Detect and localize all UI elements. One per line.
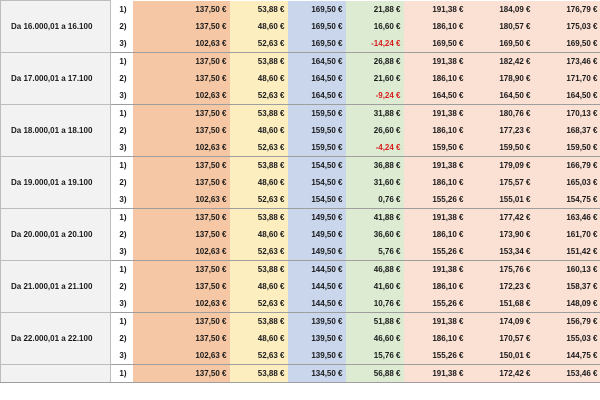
value-cell-c3: 164,50 € xyxy=(288,52,346,70)
value-cell-c7: 169,50 € xyxy=(534,35,600,53)
value-cell-c7: 165,03 € xyxy=(534,174,600,191)
value-cell-c4: -4,24 € xyxy=(346,139,404,157)
value-cell-c6: 169,50 € xyxy=(467,35,534,53)
value-cell-c4: 21,88 € xyxy=(346,1,404,18)
value-cell-c2: 53,88 € xyxy=(230,156,288,174)
value-cell-c4: 16,60 € xyxy=(346,18,404,35)
value-cell-c2: 48,60 € xyxy=(230,18,288,35)
row-index: 3) xyxy=(111,243,133,261)
value-cell-c4: 31,88 € xyxy=(346,104,404,122)
value-cell-c4: 31,60 € xyxy=(346,174,404,191)
value-cell-c6: 175,76 € xyxy=(467,260,534,278)
row-index: 2) xyxy=(111,278,133,295)
value-cell-c4: -14,24 € xyxy=(346,35,404,53)
value-cell-c4: 51,88 € xyxy=(346,312,404,330)
value-cell-c3: 159,50 € xyxy=(288,122,346,139)
value-cell-c3: 154,50 € xyxy=(288,156,346,174)
value-cell-c5: 155,26 € xyxy=(404,243,467,261)
value-cell-c4: 21,60 € xyxy=(346,70,404,87)
value-cell-c4: 15,76 € xyxy=(346,347,404,365)
value-cell-c5: 169,50 € xyxy=(404,35,467,53)
table-row xyxy=(1,208,600,226)
table-row xyxy=(1,1,600,18)
range-label xyxy=(1,364,111,382)
value-cell-c3: 139,50 € xyxy=(288,312,346,330)
value-cell-c4: -9,24 € xyxy=(346,87,404,105)
row-index: 1) xyxy=(111,208,133,226)
value-cell-c1: 102,63 € xyxy=(133,191,230,209)
value-cell-c6: 172,23 € xyxy=(467,278,534,295)
value-cell-c7: 144,75 € xyxy=(534,347,600,365)
value-cell-c3: 154,50 € xyxy=(288,191,346,209)
value-cell-c3: 154,50 € xyxy=(288,174,346,191)
value-cell-c2: 53,88 € xyxy=(230,208,288,226)
value-cell-c4: 36,60 € xyxy=(346,226,404,243)
value-cell-c5: 191,38 € xyxy=(404,156,467,174)
value-cell-c7: 164,50 € xyxy=(534,87,600,105)
value-cell-c7: 166,79 € xyxy=(534,156,600,174)
value-cell-c5: 164,50 € xyxy=(404,87,467,105)
value-cell-c5: 186,10 € xyxy=(404,330,467,347)
value-cell-c3: 144,50 € xyxy=(288,295,346,313)
value-cell-c7: 148,09 € xyxy=(534,295,600,313)
value-cell-c5: 159,50 € xyxy=(404,139,467,157)
range-label: Da 22.000,01 a 22.100 xyxy=(1,312,111,364)
value-cell-c3: 159,50 € xyxy=(288,139,346,157)
value-cell-c1: 137,50 € xyxy=(133,330,230,347)
value-cell-c3: 139,50 € xyxy=(288,330,346,347)
value-cell-c7: 158,37 € xyxy=(534,278,600,295)
value-cell-c7: 176,79 € xyxy=(534,1,600,18)
value-cell-c5: 186,10 € xyxy=(404,18,467,35)
row-index: 2) xyxy=(111,18,133,35)
value-cell-c3: 144,50 € xyxy=(288,278,346,295)
value-cell-c5: 186,10 € xyxy=(404,278,467,295)
value-cell-c5: 191,38 € xyxy=(404,104,467,122)
range-label: Da 16.000,01 a 16.100 xyxy=(1,1,111,53)
value-cell-c3: 139,50 € xyxy=(288,347,346,365)
value-cell-c2: 52,63 € xyxy=(230,191,288,209)
row-index: 3) xyxy=(111,295,133,313)
row-index: 2) xyxy=(111,330,133,347)
value-cell-c2: 48,60 € xyxy=(230,330,288,347)
value-cell-c2: 53,88 € xyxy=(230,104,288,122)
value-cell-c3: 149,50 € xyxy=(288,243,346,261)
value-cell-c2: 48,60 € xyxy=(230,122,288,139)
value-cell-c4: 36,88 € xyxy=(346,156,404,174)
row-index: 3) xyxy=(111,191,133,209)
value-cell-c5: 186,10 € xyxy=(404,226,467,243)
table-row xyxy=(1,260,600,278)
table-row xyxy=(1,52,600,70)
row-index: 1) xyxy=(111,156,133,174)
value-cell-c5: 191,38 € xyxy=(404,364,467,382)
value-cell-c7: 161,70 € xyxy=(534,226,600,243)
value-cell-c2: 52,63 € xyxy=(230,295,288,313)
table-row xyxy=(1,364,600,382)
value-cell-c6: 184,09 € xyxy=(467,1,534,18)
row-index: 2) xyxy=(111,70,133,87)
value-cell-c1: 137,50 € xyxy=(133,278,230,295)
value-cell-c4: 46,60 € xyxy=(346,330,404,347)
value-cell-c7: 154,75 € xyxy=(534,191,600,209)
value-cell-c1: 137,50 € xyxy=(133,226,230,243)
value-cell-c1: 102,63 € xyxy=(133,347,230,365)
value-cell-c3: 159,50 € xyxy=(288,104,346,122)
value-cell-c6: 175,57 € xyxy=(467,174,534,191)
value-cell-c1: 137,50 € xyxy=(133,156,230,174)
value-cell-c5: 155,26 € xyxy=(404,347,467,365)
value-cell-c7: 160,13 € xyxy=(534,260,600,278)
value-cell-c2: 48,60 € xyxy=(230,278,288,295)
value-cell-c4: 56,88 € xyxy=(346,364,404,382)
row-index: 1) xyxy=(111,260,133,278)
row-index: 1) xyxy=(111,52,133,70)
value-cell-c6: 164,50 € xyxy=(467,87,534,105)
value-cell-c5: 191,38 € xyxy=(404,260,467,278)
value-cell-c5: 155,26 € xyxy=(404,295,467,313)
value-cell-c2: 52,63 € xyxy=(230,139,288,157)
value-cell-c3: 164,50 € xyxy=(288,87,346,105)
value-cell-c7: 168,37 € xyxy=(534,122,600,139)
value-cell-c3: 169,50 € xyxy=(288,18,346,35)
value-cell-c1: 137,50 € xyxy=(133,104,230,122)
value-cell-c6: 177,23 € xyxy=(467,122,534,139)
value-cell-c1: 137,50 € xyxy=(133,174,230,191)
value-cell-c1: 102,63 € xyxy=(133,243,230,261)
row-index: 3) xyxy=(111,35,133,53)
row-index: 2) xyxy=(111,174,133,191)
value-cell-c2: 53,88 € xyxy=(230,364,288,382)
value-cell-c6: 170,57 € xyxy=(467,330,534,347)
value-cell-c2: 53,88 € xyxy=(230,260,288,278)
value-cell-c6: 178,90 € xyxy=(467,70,534,87)
row-index: 2) xyxy=(111,226,133,243)
value-cell-c3: 169,50 € xyxy=(288,1,346,18)
value-cell-c5: 191,38 € xyxy=(404,1,467,18)
value-cell-c1: 137,50 € xyxy=(133,52,230,70)
value-cell-c4: 0,76 € xyxy=(346,191,404,209)
value-cell-c3: 134,50 € xyxy=(288,364,346,382)
value-cell-c3: 169,50 € xyxy=(288,35,346,53)
value-cell-c3: 144,50 € xyxy=(288,260,346,278)
value-cell-c6: 174,09 € xyxy=(467,312,534,330)
value-cell-c5: 191,38 € xyxy=(404,208,467,226)
row-index: 1) xyxy=(111,104,133,122)
value-cell-c2: 53,88 € xyxy=(230,312,288,330)
table-row xyxy=(1,104,600,122)
value-cell-c5: 186,10 € xyxy=(404,70,467,87)
value-cell-c1: 137,50 € xyxy=(133,208,230,226)
value-cell-c6: 173,90 € xyxy=(467,226,534,243)
value-cell-c1: 102,63 € xyxy=(133,139,230,157)
value-cell-c2: 52,63 € xyxy=(230,347,288,365)
value-cell-c7: 159,50 € xyxy=(534,139,600,157)
value-cell-c7: 153,46 € xyxy=(534,364,600,382)
row-index: 3) xyxy=(111,87,133,105)
table-body xyxy=(1,1,600,383)
value-cell-c7: 163,46 € xyxy=(534,208,600,226)
value-cell-c7: 151,42 € xyxy=(534,243,600,261)
value-cell-c6: 150,01 € xyxy=(467,347,534,365)
value-cell-c6: 179,09 € xyxy=(467,156,534,174)
value-cell-c1: 137,50 € xyxy=(133,312,230,330)
row-index: 1) xyxy=(111,1,133,18)
row-index: 3) xyxy=(111,347,133,365)
table-row xyxy=(1,156,600,174)
value-cell-c7: 170,13 € xyxy=(534,104,600,122)
value-cell-c1: 137,50 € xyxy=(133,1,230,18)
value-cell-c2: 48,60 € xyxy=(230,226,288,243)
value-cell-c4: 5,76 € xyxy=(346,243,404,261)
row-index: 1) xyxy=(111,364,133,382)
value-cell-c1: 102,63 € xyxy=(133,295,230,313)
row-index: 1) xyxy=(111,312,133,330)
row-index: 2) xyxy=(111,122,133,139)
value-cell-c1: 137,50 € xyxy=(133,18,230,35)
value-cell-c4: 41,60 € xyxy=(346,278,404,295)
value-cell-c2: 53,88 € xyxy=(230,52,288,70)
value-cell-c7: 175,03 € xyxy=(534,18,600,35)
table-row xyxy=(1,312,600,330)
value-cell-c2: 52,63 € xyxy=(230,87,288,105)
value-cell-c1: 137,50 € xyxy=(133,70,230,87)
value-cell-c6: 180,76 € xyxy=(467,104,534,122)
value-cell-c2: 48,60 € xyxy=(230,174,288,191)
value-cell-c3: 149,50 € xyxy=(288,208,346,226)
value-cell-c2: 48,60 € xyxy=(230,70,288,87)
value-cell-c1: 102,63 € xyxy=(133,87,230,105)
value-cell-c5: 155,26 € xyxy=(404,191,467,209)
value-cell-c2: 52,63 € xyxy=(230,243,288,261)
value-cell-c5: 186,10 € xyxy=(404,174,467,191)
value-cell-c4: 26,88 € xyxy=(346,52,404,70)
range-label: Da 17.000,01 a 17.100 xyxy=(1,52,111,104)
range-label: Da 20.000,01 a 20.100 xyxy=(1,208,111,260)
value-cell-c7: 155,03 € xyxy=(534,330,600,347)
range-label: Da 19.000,01 a 19.100 xyxy=(1,156,111,208)
value-cell-c6: 151,68 € xyxy=(467,295,534,313)
value-cell-c1: 102,63 € xyxy=(133,35,230,53)
value-cell-c2: 53,88 € xyxy=(230,1,288,18)
value-cell-c6: 172,42 € xyxy=(467,364,534,382)
value-cell-c4: 10,76 € xyxy=(346,295,404,313)
value-cell-c4: 41,88 € xyxy=(346,208,404,226)
value-cell-c6: 182,42 € xyxy=(467,52,534,70)
value-cell-c5: 186,10 € xyxy=(404,122,467,139)
value-cell-c1: 137,50 € xyxy=(133,260,230,278)
value-cell-c7: 171,70 € xyxy=(534,70,600,87)
value-cell-c6: 159,50 € xyxy=(467,139,534,157)
value-cell-c5: 191,38 € xyxy=(404,312,467,330)
value-cell-c2: 52,63 € xyxy=(230,35,288,53)
value-cell-c1: 137,50 € xyxy=(133,364,230,382)
value-cell-c3: 149,50 € xyxy=(288,226,346,243)
value-cell-c7: 173,46 € xyxy=(534,52,600,70)
value-cell-c5: 191,38 € xyxy=(404,52,467,70)
value-cell-c6: 177,42 € xyxy=(467,208,534,226)
value-cell-c6: 155,01 € xyxy=(467,191,534,209)
range-label: Da 18.000,01 a 18.100 xyxy=(1,104,111,156)
value-cell-c1: 137,50 € xyxy=(133,122,230,139)
value-cell-c6: 180,57 € xyxy=(467,18,534,35)
row-index: 3) xyxy=(111,139,133,157)
value-cell-c3: 164,50 € xyxy=(288,70,346,87)
value-cell-c7: 156,79 € xyxy=(534,312,600,330)
value-cell-c4: 46,88 € xyxy=(346,260,404,278)
range-label: Da 21.000,01 a 21.100 xyxy=(1,260,111,312)
value-cell-c6: 153,34 € xyxy=(467,243,534,261)
value-cell-c4: 26,60 € xyxy=(346,122,404,139)
